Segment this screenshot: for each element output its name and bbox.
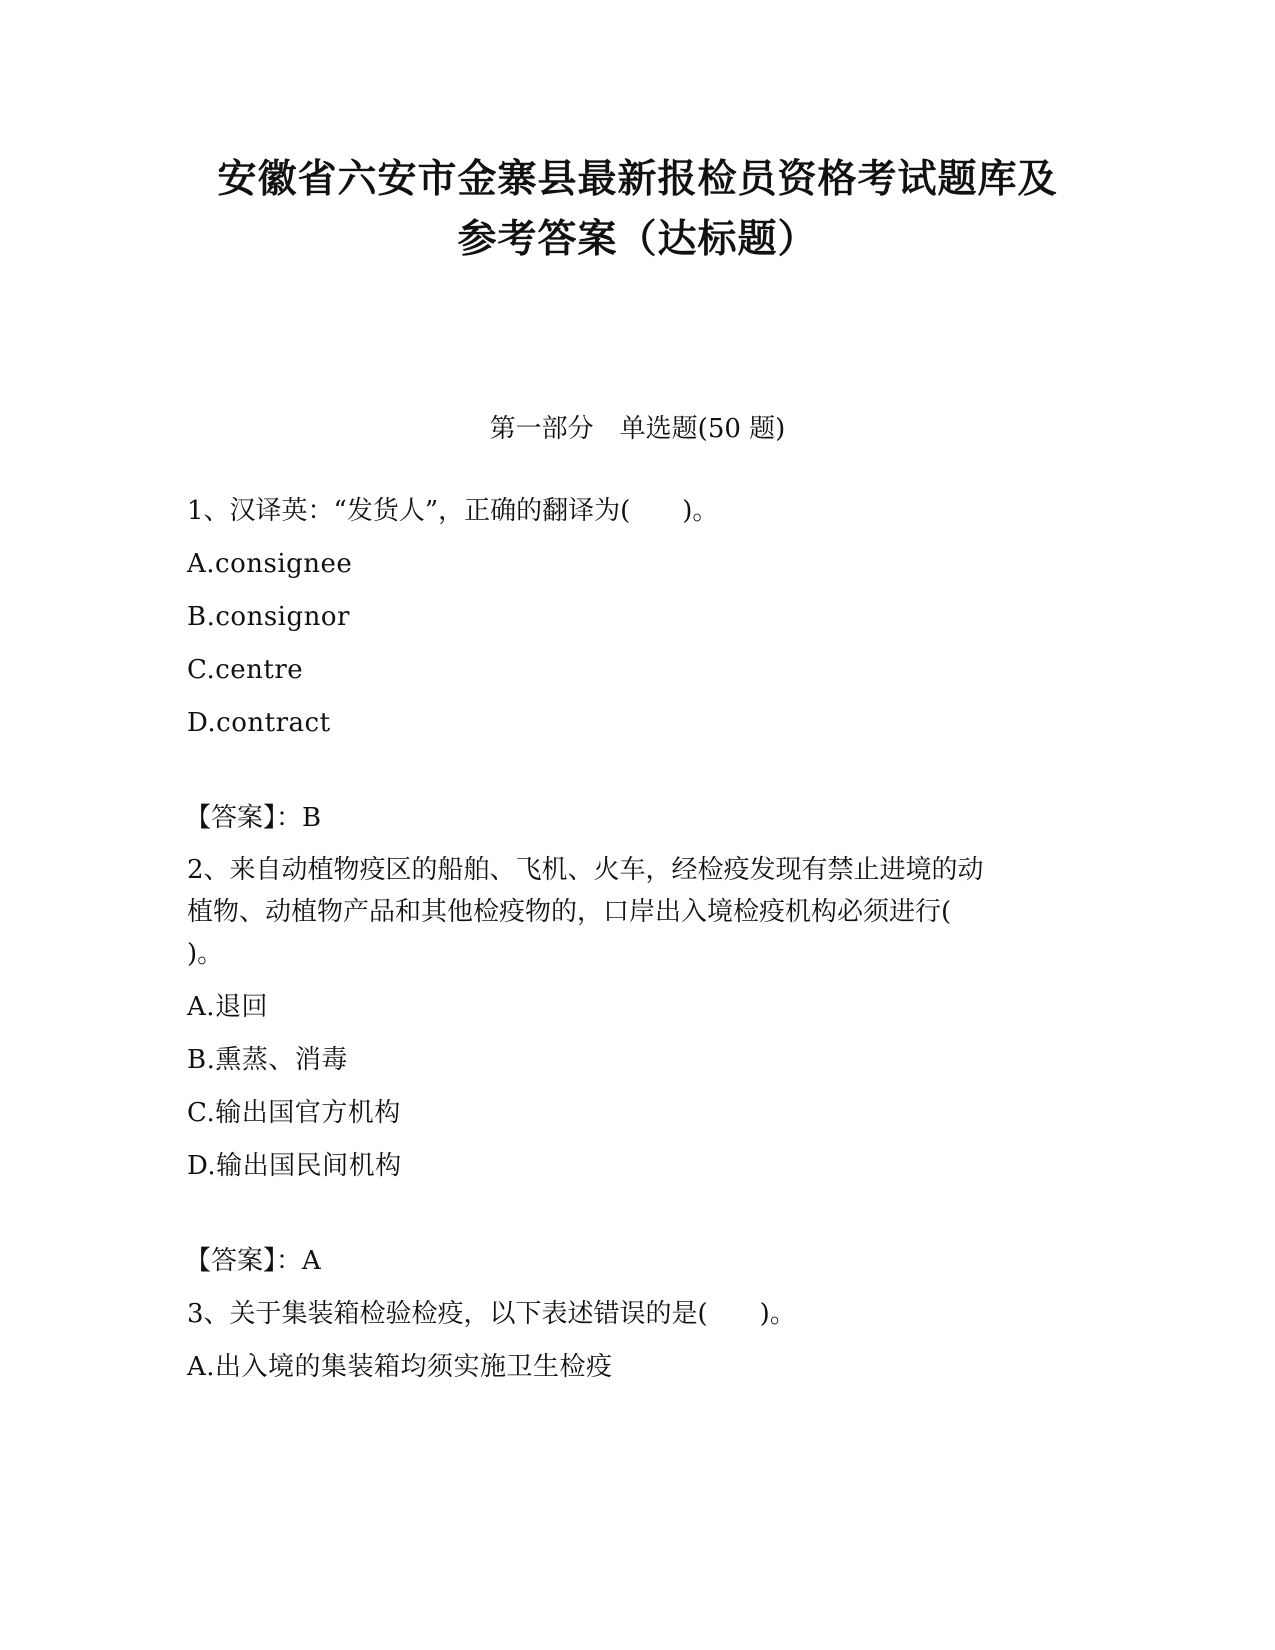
question-2-option-c: C.输出国官方机构 [187,1098,401,1128]
title-line-2: 参考答案（达标题） [457,217,818,262]
question-1-stem: 1、汉译英：“发货人”，正确的翻译为( )。 [187,496,719,526]
question-2-stem-line-3: )。 [187,939,224,969]
question-1-option-b: B.consignor [187,602,350,632]
question-2-answer: 【答案】：A [185,1246,321,1276]
document-title [150,150,1125,270]
title-line-1: 安徽省六安市金寨县最新报检员资格考试题库及 [217,157,1058,202]
question-2-stem-line-2: 植物、动植物产品和其他检疫物的，口岸出入境检疫机构必须进行( [187,897,952,927]
question-1-option-d: D.contract [187,708,331,738]
question-1-answer: 【答案】：B [185,803,322,833]
question-2-option-b: B.熏蒸、消毒 [187,1045,348,1075]
question-1-option-c: C.centre [187,655,304,685]
question-3-stem: 3、关于集装箱检验检疫，以下表述错误的是( )。 [187,1299,796,1329]
question-2-option-d: D.输出国民间机构 [187,1151,402,1181]
question-2-option-a: A.退回 [187,992,269,1022]
section-heading: 第一部分 单选题(50 题) [489,414,786,444]
question-2-stem-line-1: 2、来自动植物疫区的船舶、飞机、火车，经检疫发现有禁止进境的动 [187,855,984,885]
question-3-option-a: A.出入境的集装箱均须实施卫生检疫 [187,1352,613,1382]
question-1-option-a: A.consignee [187,549,353,579]
